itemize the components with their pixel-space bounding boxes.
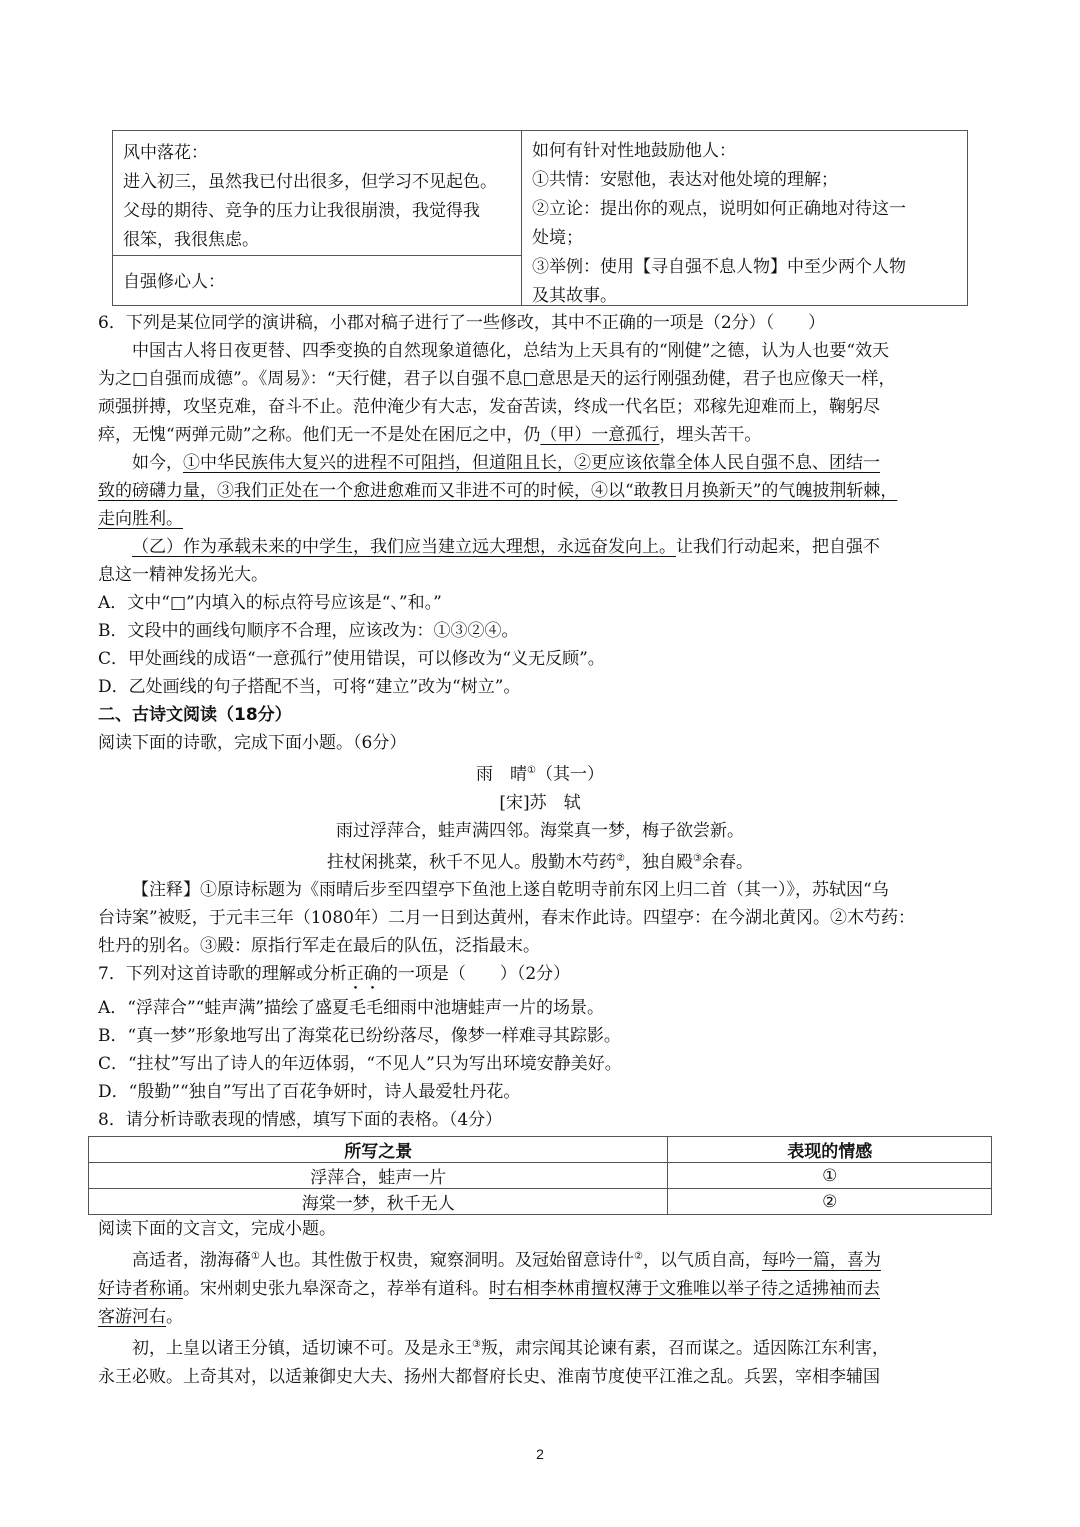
poem-line bbox=[98, 845, 982, 877]
q7-option: A．“浮萍合”“蛙声满”描绘了盛夏毛毛细雨中池塘蛙声一片的场景。 bbox=[98, 998, 605, 1019]
column-header: 表现的情感 bbox=[668, 1137, 992, 1163]
poem-title-suffix: （其一） bbox=[535, 764, 604, 785]
main-content bbox=[98, 309, 982, 1391]
classical-text: 初，上皇以诸王分镇，适切谏不可。及是永王 bbox=[132, 1338, 472, 1359]
classical-line bbox=[98, 1331, 982, 1363]
footnote-marker: ① bbox=[251, 1251, 260, 1263]
question-6-stem: 6．下列是某位同学的演讲稿，小郡对稿子进行了一些修改，其中不正确的一项是（2分）（ ） bbox=[98, 313, 826, 333]
reply-label: 自强修心人： bbox=[123, 272, 225, 292]
q7-stem-text: 7．下列对这首诗歌的理解或分析 bbox=[98, 964, 347, 985]
q6-passage-line bbox=[98, 449, 982, 477]
table-row bbox=[89, 1189, 992, 1215]
underlined-sentence-yi: （乙）作为承载未来的中学生，我们应当建立远大理想，永远奋发向上。 bbox=[132, 537, 676, 557]
guidance-line: 及其故事。 bbox=[532, 286, 617, 306]
q6-passage-line bbox=[98, 421, 982, 449]
page-number: 2 bbox=[536, 1446, 544, 1462]
q6-passage-text: ，埋头苦干。 bbox=[659, 425, 762, 445]
classical-line bbox=[98, 1303, 982, 1331]
poem-title bbox=[98, 757, 982, 789]
classical-intro: 阅读下面的文言文，完成小题。 bbox=[98, 1219, 336, 1240]
q6-passage-line bbox=[98, 505, 982, 533]
q6-passage-line bbox=[98, 477, 982, 505]
section-heading: 二、古诗文阅读（18分） bbox=[98, 705, 292, 725]
underlined-sentence: 走向胜利。 bbox=[98, 509, 183, 529]
q6-passage-text: 瘁，无愧“两弹元勋”之称。他们无一不是处在困厄之中，仍 bbox=[98, 425, 541, 445]
poem-notes: 牡丹的别名。③殿：原指行军走在最后的队伍，泛指最末。 bbox=[98, 936, 540, 957]
classical-text: ，以气质自高， bbox=[642, 1250, 762, 1271]
q6-passage-line bbox=[98, 533, 982, 561]
footnote-marker: ③ bbox=[693, 852, 702, 864]
emotion-table bbox=[88, 1136, 992, 1215]
footnote-marker: ② bbox=[633, 1251, 643, 1263]
guidance-line: 如何有针对性地鼓励他人： bbox=[532, 141, 736, 161]
question-7-stem bbox=[98, 960, 982, 994]
message-cell bbox=[113, 131, 521, 256]
classical-line bbox=[98, 1243, 982, 1275]
footnote-marker: ② bbox=[616, 852, 625, 864]
table-header-row bbox=[89, 1137, 992, 1163]
poem-line: 雨过浮萍合，蛙声满四邻。海棠真一梦，梅子欲尝新。 bbox=[336, 820, 744, 841]
underlined-sentence: 致的磅礴力量，③我们正处在一个愈进愈难而又非进不可的时候，④以“敢教日月换新天”的气魄披荆斩棘， bbox=[98, 481, 898, 501]
q6-passage-text: 让我们行动起来，把自强不 bbox=[676, 537, 880, 557]
q7-option: C．“拄杖”写出了诗人的年迈体弱，“不见人”只为写出环境安静美好。 bbox=[98, 1054, 622, 1075]
q6-passage-line: 中国古人将日夜更替、四季变换的自然现象道德化，总结为上天具有的“刚健”之德，认为人也要“效天 bbox=[132, 341, 890, 361]
poem-text: 拄杖闲挑菜，秋千不见人。殷勤木芍药 bbox=[327, 852, 617, 873]
poem-notes: 台诗案”被贬，于元丰三年（1080年）二月一日到达黄州，春末作此诗。四望亭：在今湖北黄冈。②木芍药： bbox=[98, 908, 915, 929]
q6-option: C．甲处画线的成语“一意孤行”使用错误，可以修改为“义无反顾”。 bbox=[98, 649, 605, 669]
q7-stem-text: 的一项是（ ）（2分） bbox=[380, 964, 571, 985]
poem-author: [宋]苏 轼 bbox=[499, 792, 581, 813]
classical-line: 永王必败。上奇其对，以适兼御史大夫、扬州大都督府长史、淮南节度使平江淮之乱。兵罢，宰相李辅国 bbox=[98, 1366, 880, 1387]
q6-passage-line: 顽强拼搏，攻坚克难，奋斗不止。范仲淹少有大志，发奋苦读，终成一代名臣；邓稼先迎难而上，鞠躬尽 bbox=[98, 397, 880, 417]
encouragement-table bbox=[112, 130, 968, 306]
q7-option: D．“殷勤”“独自”写出了百花争妍时，诗人最爱牡丹花。 bbox=[98, 1082, 521, 1103]
guidance-line: ②立论：提出你的观点，说明如何正确地对待这一 bbox=[532, 199, 906, 219]
table-row bbox=[89, 1163, 992, 1189]
message-line: 风中落花： bbox=[123, 143, 208, 163]
classical-text: 。宋州刺史张九皋深奇之，荐举有道科。 bbox=[183, 1278, 489, 1299]
poem-text: 余春。 bbox=[701, 852, 753, 873]
reply-cell bbox=[113, 256, 521, 305]
poem-intro: 阅读下面的诗歌，完成下面小题。（6分） bbox=[98, 733, 407, 753]
emphasized-word: 正确 bbox=[346, 964, 381, 985]
classical-text: 叛，肃宗闻其论谏有素，召而谋之。适因陈江东利害， bbox=[480, 1338, 889, 1359]
question-8-stem: 8．请分析诗歌表现的情感，填写下面的表格。（4分） bbox=[98, 1110, 503, 1131]
guidance-line: ①共情：安慰他，表达对他处境的理解； bbox=[532, 170, 838, 190]
q7-option: B．“真一梦”形象地写出了海棠花已纷纷落尽，像梦一样难寻其踪影。 bbox=[98, 1026, 621, 1047]
classical-text: 人也。其性傲于权贵，窥察洞明。及冠始留意诗什 bbox=[259, 1250, 634, 1271]
guidance-line: ③举例：使用【寻自强不息人物】中至少两个人物 bbox=[532, 257, 906, 277]
q6-option: A．文中“□”内填入的标点符号应该是“、”和。” bbox=[98, 593, 442, 613]
underlined-sentence: 好诗者称诵 bbox=[98, 1278, 183, 1299]
message-line: 父母的期待、竞争的压力让我很崩溃，我觉得我 bbox=[123, 201, 480, 221]
classical-line bbox=[98, 1275, 982, 1303]
q6-passage-line: 为之□自强而成德”。《周易》：“天行健，君子以自强不息□意思是天的运行刚强劲健，君子也应像天一样， bbox=[98, 369, 896, 389]
table-cell: ① bbox=[668, 1163, 992, 1189]
guidance-cell bbox=[522, 131, 967, 305]
underlined-sentence: 客游河右 bbox=[98, 1306, 166, 1327]
poem-title-text: 雨 晴 bbox=[476, 764, 528, 785]
poem-notes: 【注释】①原诗标题为《雨晴后步至四望亭下鱼池上遂自乾明寺前东冈上归二首（其一）》，苏轼因“乌 bbox=[132, 880, 889, 901]
underlined-sentence: ①中华民族伟大复兴的进程不可阻挡，但道阻且长，②更应该依靠全体人民自强不息、团结一 bbox=[183, 453, 880, 473]
classical-text: 。 bbox=[166, 1306, 183, 1327]
q6-option: B．文段中的画线句顺序不合理，应该改为：①③②④。 bbox=[98, 621, 519, 641]
message-line: 进入初三，虽然我已付出很多，但学习不见起色。 bbox=[123, 172, 497, 192]
underlined-sentence: 每吟一篇，喜为 bbox=[761, 1250, 881, 1271]
table-cell: 浮萍合，蛙声一片 bbox=[89, 1163, 668, 1189]
underlined-sentence: 时右相李林甫擅权薄于文雅唯以举子待之适拂袖而去 bbox=[489, 1278, 880, 1299]
guidance-line: 处境； bbox=[532, 228, 583, 248]
q6-passage-line: 息这一精神发扬光大。 bbox=[98, 565, 268, 585]
q6-passage-text: 如今， bbox=[132, 453, 183, 473]
table-cell: 海棠一梦，秋千无人 bbox=[89, 1189, 668, 1215]
column-header: 所写之景 bbox=[89, 1137, 668, 1163]
underlined-phrase-jia: （甲）一意孤行 bbox=[540, 425, 660, 445]
table-cell: ② bbox=[668, 1189, 992, 1215]
poem-text: ，独自殿 bbox=[625, 852, 693, 873]
classical-text: 高适者，渤海蓨 bbox=[132, 1250, 251, 1271]
footnote-marker: ① bbox=[527, 765, 536, 776]
footnote-marker: ③ bbox=[472, 1338, 481, 1350]
q6-option: D．乙处画线的句子搭配不当，可将“建立”改为“树立”。 bbox=[98, 677, 521, 697]
table-left-column bbox=[113, 131, 522, 305]
message-line: 很笨，我很焦虑。 bbox=[123, 230, 259, 250]
